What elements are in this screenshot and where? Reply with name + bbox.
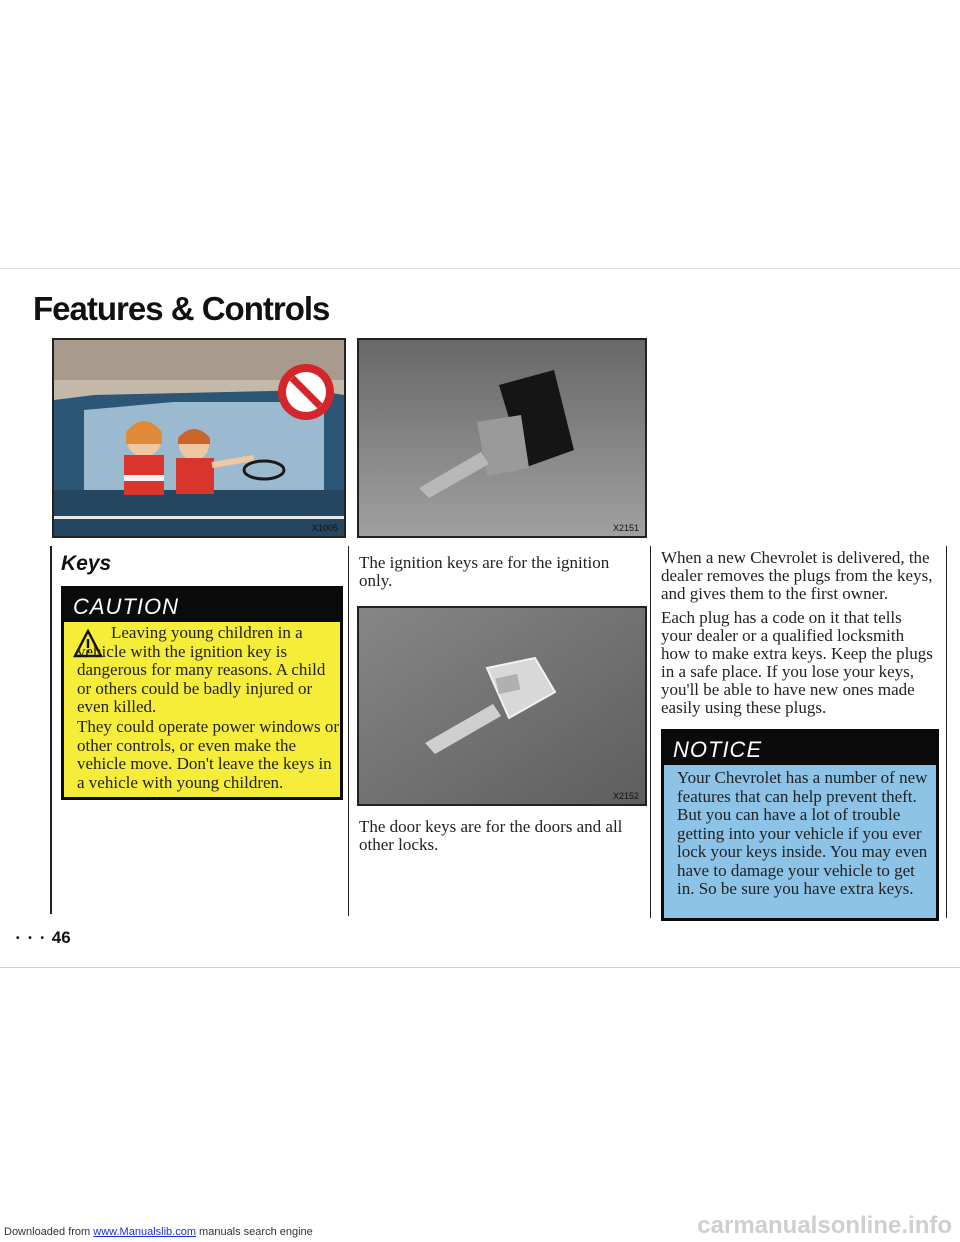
image-code: X1005	[311, 523, 338, 533]
page-number	[16, 928, 71, 948]
footer-prefix: Downloaded from	[4, 1226, 91, 1238]
delivery-paragraph: When a new Chevrolet is delivered, the dealer removes the plugs from the keys, and gives them to the first owner.	[661, 548, 933, 603]
children-in-car-drawing	[54, 340, 344, 536]
keys-heading: Keys	[61, 552, 112, 575]
bottom-rule	[0, 967, 960, 968]
column-rule-middle	[348, 546, 349, 916]
plug-code-paragraph: Each plug has a code on it that tells your dealer or a qualified locksmith how to make extra keys. Keep the plugs in a safe place. If you lose your keys, you'll be able to have new ones made easily using these plugs.	[661, 608, 933, 717]
door-key-drawing	[359, 608, 645, 804]
footer-suffix: manuals search engine	[199, 1226, 313, 1238]
watermark: carmanualsonline.info	[697, 1212, 952, 1239]
column-rule-left	[50, 546, 52, 914]
caution-paragraph-1: Leaving young children in a vehicle with the ignition key is dangerous for many reasons. A child or others could be badly injured or even killed.	[77, 623, 326, 716]
notice-label: NOTICE	[661, 729, 939, 765]
image-code: X2151	[612, 523, 639, 533]
door-keys-text: The door keys are for the doors and all other locks.	[359, 817, 623, 854]
column-rule-right	[650, 546, 651, 918]
image-code: X2152	[612, 791, 639, 801]
caution-paragraph-2: They could operate power windows or other controls, or even make the vehicle move. Don't leave the keys in a vehicle with young children.	[77, 717, 340, 792]
download-footer	[4, 1226, 313, 1238]
key-fob-photo	[357, 338, 647, 538]
page-title: Features & Controls	[33, 290, 330, 327]
door-key-photo	[357, 606, 647, 806]
top-rule	[0, 268, 960, 269]
caution-label: CAUTION	[61, 586, 343, 622]
page-number-value: 46	[51, 928, 71, 947]
notice-text: Your Chevrolet has a number of new features that can help prevent theft. But you can have a lot of trouble getting into your vehicle if you ever lock your keys inside. You may even have to damage your vehicle to get in. So be sure you have extra keys.	[677, 768, 928, 898]
notice-box	[661, 765, 939, 921]
manualslib-link[interactable]: www.Manualslib.com	[93, 1226, 196, 1238]
key-fob-drawing	[359, 340, 645, 536]
children-in-car-illustration	[52, 338, 346, 538]
ignition-keys-text: The ignition keys are for the ignition only.	[359, 553, 610, 590]
caution-box	[61, 622, 343, 800]
page-dots: • • •	[16, 933, 48, 945]
column-rule-right-outer	[946, 546, 947, 918]
